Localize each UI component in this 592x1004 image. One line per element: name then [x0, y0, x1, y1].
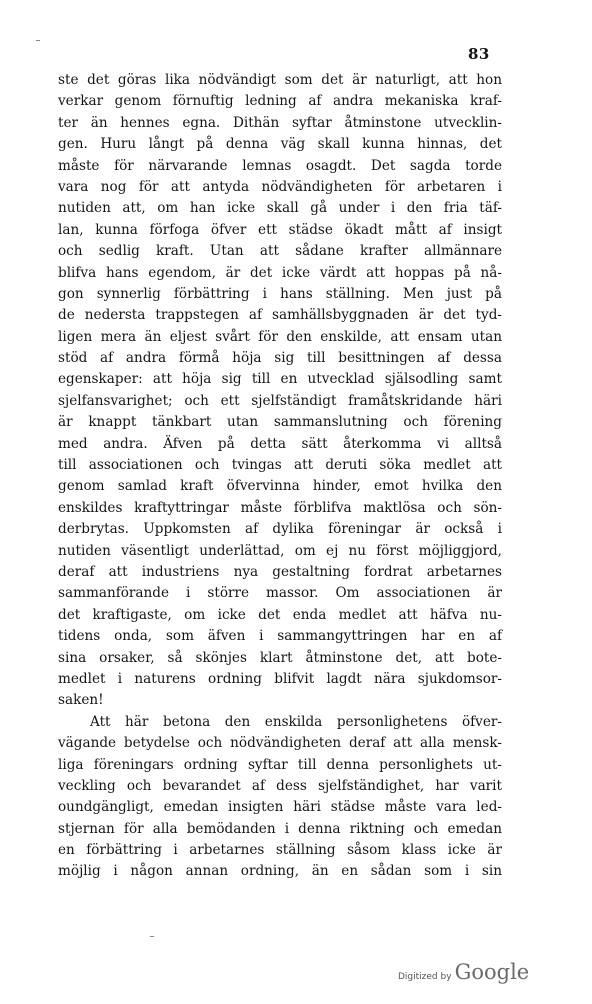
text-line: oundgängligt, emedan insigten häri städse måste vara led- — [58, 799, 502, 816]
text-line: ter än hennes egna. Dithän syftar åtminstone utvecklin- — [58, 114, 502, 131]
text-line: veckling och bevarandet af dess sjelfständighet, har varit — [58, 777, 502, 794]
text-line: sina orsaker, så skönjes klart åtminstone det, att bote- — [58, 649, 502, 666]
text-line: det kraftigaste, om icke det enda medlet att häfva nu- — [58, 606, 502, 623]
digitized-label: Digitized by — [398, 972, 452, 982]
scan-speck — [150, 936, 154, 937]
body-text — [58, 70, 502, 883]
text-line: en förbättring i arbetarnes ställning såsom klass icke är — [58, 842, 502, 859]
text-line: till associationen och tvingas att deruti söka medlet att — [58, 457, 502, 474]
text-line: nutiden väsentligt underlättad, om ej nu först möjliggjord, — [58, 542, 502, 559]
text-line: ligen mera än eljest svårt för den enskilde, att ensam utan — [58, 328, 502, 345]
text-line: medlet i naturens ordning blifvit lagdt nära sjukdomsor- — [58, 670, 502, 687]
google-logo: Google — [454, 960, 530, 984]
scan-speck — [36, 40, 40, 41]
text-line: derbrytas. Uppkomsten af dylika föreningar är också i — [58, 521, 502, 538]
text-line: sjelfansvarighet; och ett sjelfständigt framåtskridande häri — [58, 392, 502, 409]
text-line: ste det göras lika nödvändigt som det är naturligt, att hon — [58, 72, 502, 88]
text-line: gen. Huru långt på denna väg skall kunna hinnas, det — [58, 136, 502, 153]
text-line: stjernan för alla bemödanden i denna riktning och emedan — [58, 820, 502, 837]
text-line: vägande betydelse och nödvändigheten deraf att alla mensk- — [58, 735, 502, 752]
text-line: liga föreningars ordning syftar till denna personlighets ut- — [58, 756, 502, 773]
text-line: enskildes kraftyttringar måste förblifva maktlösa och sön- — [58, 499, 502, 516]
text-line: genom samlad kraft öfvervinna hinder, emot hvilka den — [58, 478, 502, 495]
text-line: stöd af andra förmå höja sig till besittningen af dessa — [58, 350, 502, 367]
text-line: egenskaper: att höja sig till en utvecklad själsodling samt — [58, 371, 502, 388]
text-line: verkar genom förnuftig ledning af andra mekaniska kraf- — [58, 93, 502, 110]
text-line: med andra. Äfven på detta sätt återkomma vi alltså — [58, 435, 502, 452]
text-line: är knappt tänkbart utan sammanslutning och förening — [58, 414, 502, 431]
paragraph-start-line: Att här betona den enskilda personlighetens öfver- — [90, 713, 502, 730]
text-line: sammanförande i större massor. Om associationen är — [58, 585, 502, 602]
text-line: möjlig i någon annan ordning, än en sådan som i sin — [58, 863, 502, 880]
digitized-by-google-watermark — [398, 960, 529, 984]
text-line: nutiden att, om han icke skall gå under i den fria täf- — [58, 200, 502, 217]
text-line: vara nog för att antyda nödvändigheten för arbetaren i — [58, 178, 502, 195]
text-line: de nedersta trappstegen af samhällsbyggnaden är det tyd- — [58, 307, 502, 324]
text-line: tidens onda, som äfven i sammangyttringen har en af — [58, 628, 502, 645]
page-number: 83 — [468, 45, 490, 63]
text-line: deraf att industriens nya gestaltning fordrat arbetarnes — [58, 563, 502, 580]
text-line: gon synnerlig förbättring i hans ställning. Men just på — [58, 285, 502, 302]
text-line: och sedlig kraft. Utan att sådane krafter allmännare — [58, 243, 502, 260]
text-line: måste för närvarande lemnas osagdt. Det sagda torde — [58, 157, 502, 174]
text-line: blifva hans egendom, är det icke värdt att hoppas på nå- — [58, 264, 502, 281]
text-line: saken! — [58, 692, 104, 709]
text-line: lan, kunna förfoga öfver ett städse ökadt mått af insigt — [58, 221, 502, 238]
